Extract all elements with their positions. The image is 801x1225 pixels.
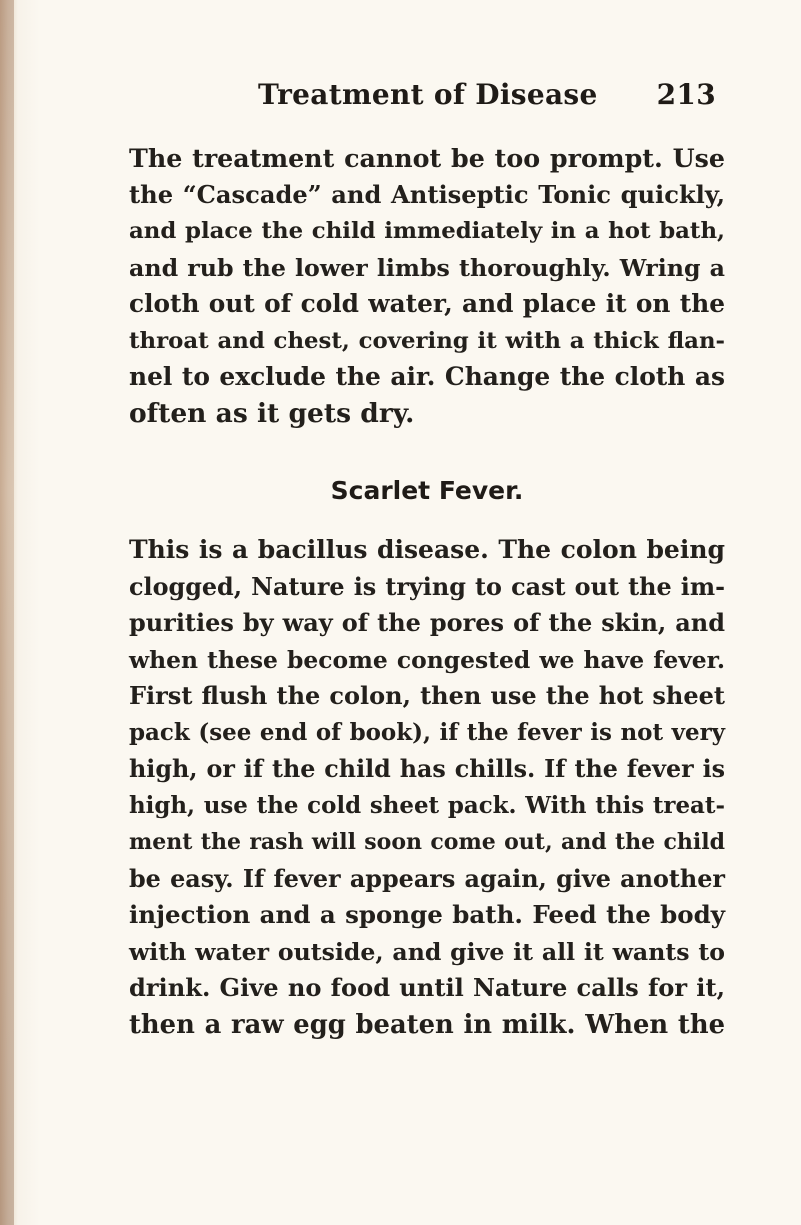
text-line: ment the rash will soon come out, and the child: [129, 829, 725, 855]
text-line: and place the child immediately in a hot bath,: [129, 218, 725, 244]
text-line: The treatment cannot be too prompt. Use: [129, 143, 725, 173]
page-number: 213: [656, 78, 716, 111]
text-line: clogged, Nature is trying to cast out the im-: [129, 572, 725, 601]
text-line: drink. Give no food until Nature calls for it,: [129, 973, 725, 1002]
text-line: then a raw egg beaten in milk. When the: [129, 1009, 725, 1040]
text-line: nel to exclude the air. Change the cloth as: [129, 362, 725, 391]
section-heading: Scarlet Fever.: [330, 476, 524, 505]
running-title: Treatment of Disease: [258, 78, 598, 111]
text-line: high, or if the child has chills. If the fever is: [129, 755, 725, 783]
text-line: purities by way of the pores of the skin, and: [129, 608, 725, 637]
paragraph-treatment: [129, 140, 725, 432]
text-line: cloth out of cold water, and place it on the: [129, 289, 725, 318]
text-line: with water outside, and give it all it wants to: [129, 937, 725, 966]
text-line: injection and a sponge bath. Feed the body: [129, 900, 725, 929]
text-line: pack (see end of book), if the fever is not very: [129, 718, 725, 746]
text-line: when these become congested we have fever.: [129, 645, 725, 674]
text-line: and rub the lower limbs thoroughly. Wring a: [129, 253, 725, 282]
text-line: throat and chest, covering it with a thick flan-: [129, 327, 725, 354]
text-line: First flush the colon, then use the hot sheet: [129, 681, 725, 710]
paragraph-scarlet-fever: [129, 532, 725, 1043]
page-spine-shadow: [0, 0, 14, 1225]
text-line: often as it gets dry.: [129, 397, 415, 429]
text-line: This is a bacillus disease. The colon being: [129, 535, 725, 564]
text-line: high, use the cold sheet pack. With this treat-: [129, 791, 725, 819]
text-line: the “Cascade” and Antiseptic Tonic quickly,: [129, 179, 725, 209]
text-line: be easy. If fever appears again, give another: [129, 864, 725, 893]
page-header: [258, 78, 716, 118]
